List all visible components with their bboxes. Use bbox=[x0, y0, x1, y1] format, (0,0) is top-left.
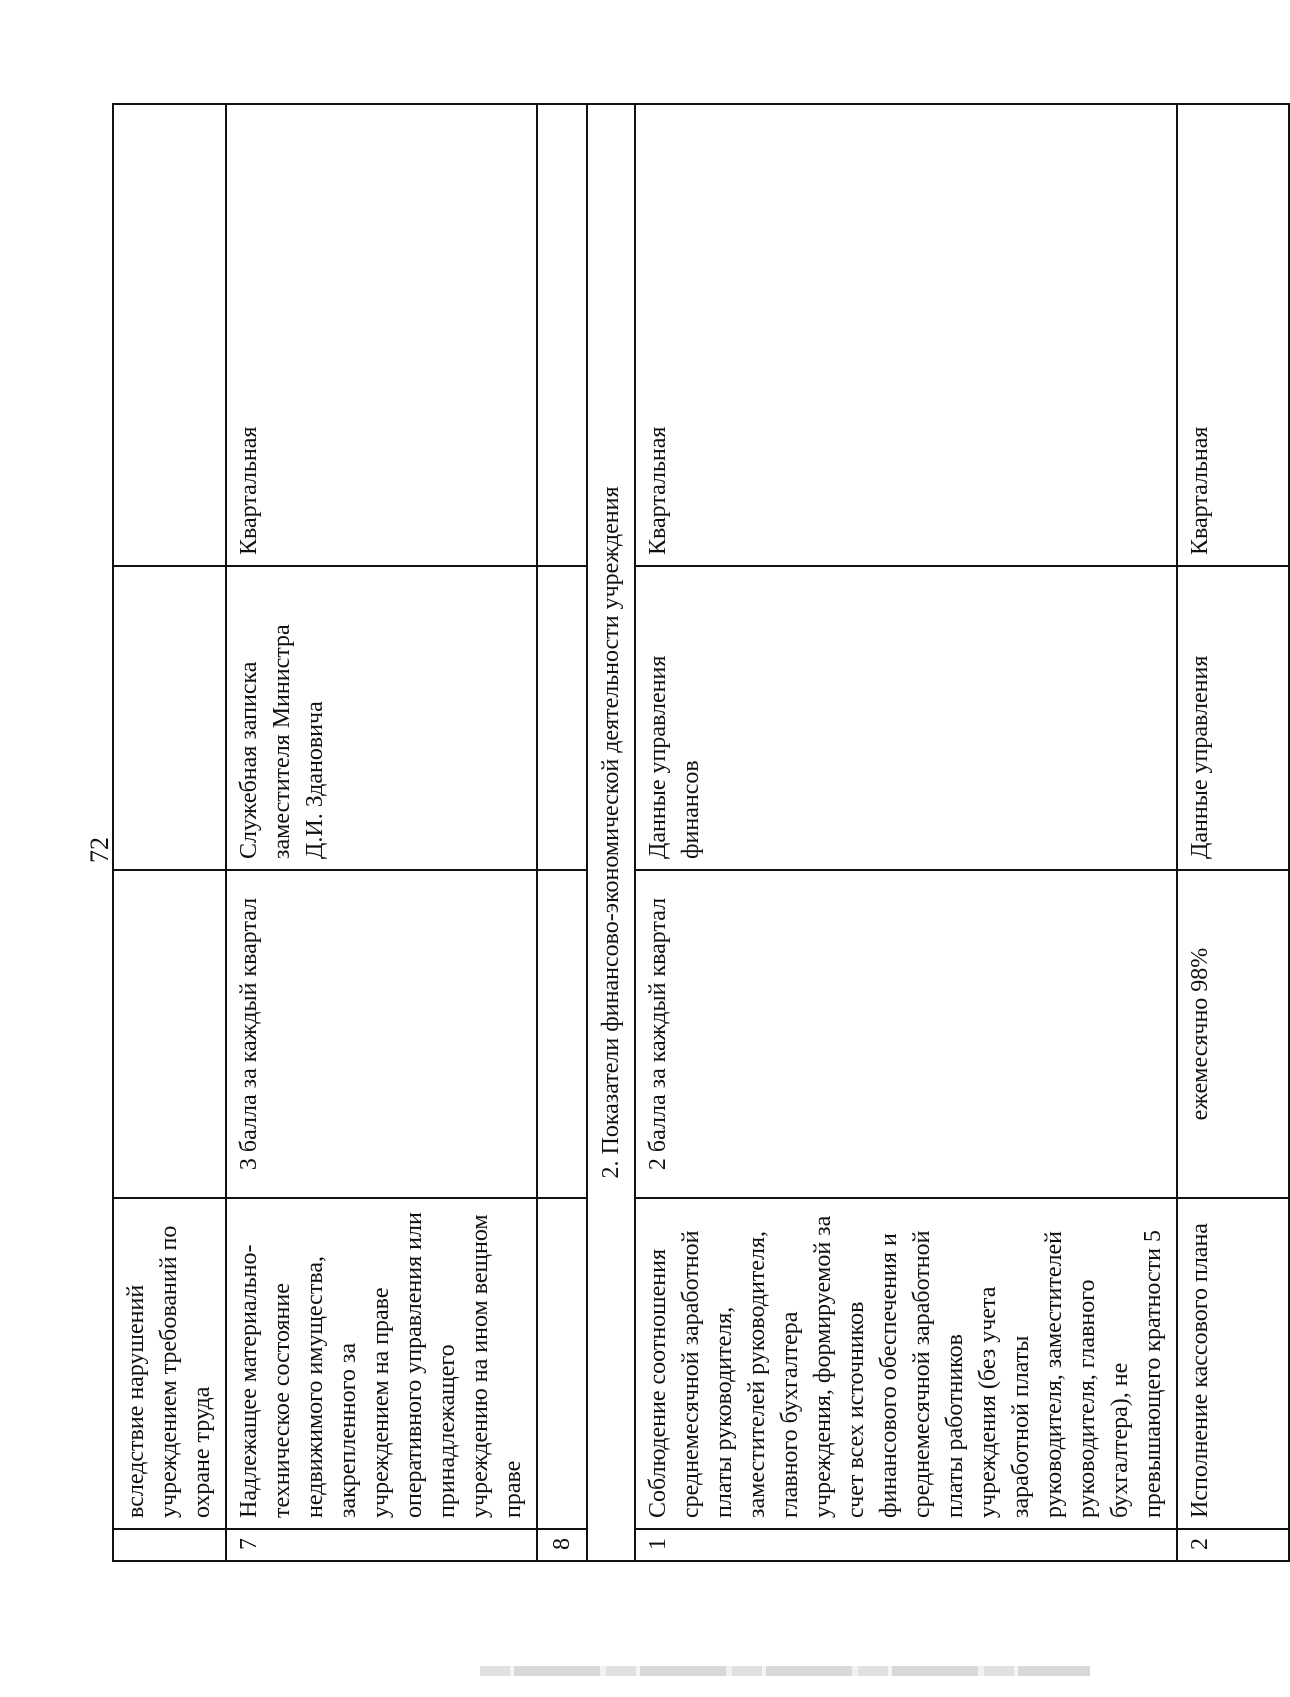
score-cell: 3 балла за каждый квартал bbox=[226, 870, 537, 1198]
source-cell: Данные управления bbox=[1177, 566, 1289, 870]
indicator-cell: Надлежащее материально-техническое состояние недвижимого имущества, закрепленного за учреждением на праве оперативного управления или принадлежащего учреждению на ином вещном праве bbox=[226, 1198, 537, 1529]
table-row bbox=[113, 104, 226, 1561]
periodicity-cell: Квартальная bbox=[1177, 104, 1289, 566]
indicator-cell: вследствие нарушений учреждением требований по охране труда bbox=[113, 1198, 226, 1529]
score-cell: ежемесячно 98% bbox=[1177, 870, 1289, 1198]
score-cell bbox=[113, 870, 226, 1198]
source-cell: Служебная записка заместителя Министра Д.И. Здановича bbox=[226, 566, 537, 870]
indicator-cell bbox=[537, 1198, 587, 1529]
scan-artifact bbox=[480, 1666, 1090, 1676]
source-cell bbox=[113, 566, 226, 870]
score-cell: 2 балла за каждый квартал bbox=[635, 870, 1177, 1198]
table-row bbox=[635, 104, 1177, 1561]
row-number: 1 bbox=[635, 1529, 1177, 1561]
indicator-cell: Исполнение кассового плана bbox=[1177, 1198, 1289, 1529]
periodicity-cell: Квартальная bbox=[226, 104, 537, 566]
table-row bbox=[537, 104, 587, 1561]
row-number: 7 bbox=[226, 1529, 537, 1561]
row-number bbox=[113, 1529, 226, 1561]
indicator-cell: Соблюдение соотношения среднемесячной заработной платы руководителя, заместителей руководителя, главного бухгалтера учреждения, формируемой за счет всех источников финансового обеспечения и среднемесячной заработной платы работников учреждения (без учета заработной платы руководителя, заместителей руководителя, главного бухгалтера), не превышающего кратности 5 bbox=[635, 1198, 1177, 1529]
criteria-table bbox=[112, 103, 1290, 1562]
source-cell bbox=[537, 566, 587, 870]
source-cell: Данные управления финансов bbox=[635, 566, 1177, 870]
score-cell bbox=[537, 870, 587, 1198]
table-row bbox=[1177, 104, 1289, 1561]
rotated-table-wrapper bbox=[112, 105, 1213, 1562]
section-title: 2. Показатели финансово-экономической деятельности учреждения bbox=[587, 104, 635, 1561]
row-number: 2 bbox=[1177, 1529, 1289, 1561]
periodicity-cell: Квартальная bbox=[635, 104, 1177, 566]
periodicity-cell bbox=[113, 104, 226, 566]
periodicity-cell bbox=[537, 104, 587, 566]
row-number: 8 bbox=[537, 1529, 587, 1561]
table-row bbox=[226, 104, 537, 1561]
page-number: 72 bbox=[85, 837, 114, 863]
section-row bbox=[587, 104, 635, 1561]
